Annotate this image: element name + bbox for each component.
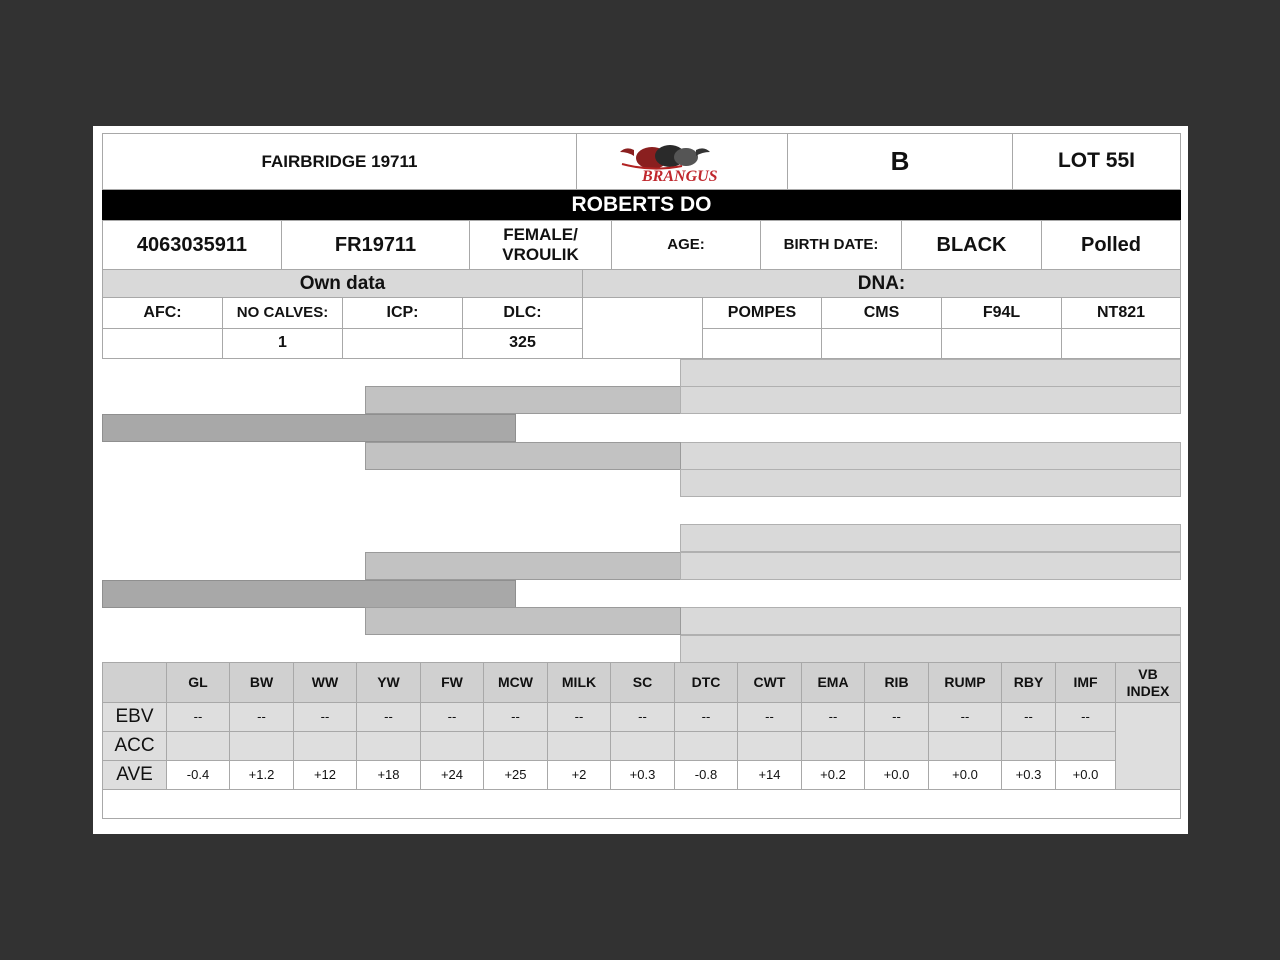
ebv-value-acc-dtc <box>674 731 738 761</box>
ebv-header-imf: IMF <box>1055 662 1116 703</box>
ebv-value-ebv-dtc: -- <box>674 702 738 732</box>
ebv-value-ave-ww: +12 <box>293 760 357 790</box>
ebv-value-ave-ema: +0.2 <box>801 760 865 790</box>
ebv-header-rump: RUMP <box>928 662 1002 703</box>
vb-index-value <box>1115 702 1181 790</box>
ebv-value-ebv-mcw: -- <box>483 702 548 732</box>
comments-row <box>102 789 1181 819</box>
age-label: AGE: <box>667 236 705 254</box>
ebv-value-acc-bw <box>229 731 294 761</box>
breeder-name: ROBERTS DO <box>102 190 1181 220</box>
own-data-header-icp: ICP: <box>342 297 463 329</box>
colour-cell <box>901 220 1042 270</box>
id-number-cell <box>102 220 282 270</box>
own-data-value-dlc: 325 <box>462 328 583 359</box>
pedigree-dam-sire-dam <box>680 552 1181 580</box>
ebv-value-ebv-bw: -- <box>229 702 294 732</box>
own-data-header-calves: NO CALVES: <box>222 297 343 329</box>
birth-date-label: BIRTH DATE: <box>783 236 879 254</box>
ebv-header-rib: RIB <box>864 662 929 703</box>
ebv-value-ave-milk: +2 <box>547 760 611 790</box>
ebv-header-fw: FW <box>420 662 484 703</box>
pedigree-sire-sire-dam <box>680 386 1181 414</box>
ebv-header-gl: GL <box>166 662 230 703</box>
ebv-value-ave-rib: +0.0 <box>864 760 929 790</box>
ebv-value-ave-imf: +0.0 <box>1055 760 1116 790</box>
pedigree-sire-sire <box>365 386 681 414</box>
ebv-value-ebv-milk: -- <box>547 702 611 732</box>
ebv-value-ave-gl: -0.4 <box>166 760 230 790</box>
ebv-value-ave-yw: +18 <box>356 760 421 790</box>
tag-number: FR19711 <box>334 233 417 256</box>
pedigree-sire <box>102 414 516 442</box>
ebv-value-ebv-fw: -- <box>420 702 484 732</box>
lot-cell <box>1012 133 1181 190</box>
dna-value-f94l <box>941 328 1062 359</box>
horn-status: Polled <box>1080 233 1141 256</box>
ebv-value-ave-mcw: +25 <box>483 760 548 790</box>
sex-cell <box>469 220 612 270</box>
svg-text:BRANGUS: BRANGUS <box>642 167 718 185</box>
pedigree-sire-dam-dam <box>680 469 1181 497</box>
ebv-value-ebv-imf: -- <box>1055 702 1116 732</box>
ebv-header-dtc: DTC <box>674 662 738 703</box>
ebv-value-acc-fw <box>420 731 484 761</box>
brangus-logo <box>576 133 788 190</box>
ebv-value-acc-yw <box>356 731 421 761</box>
ebv-value-acc-rby <box>1001 731 1056 761</box>
pedigree-dam <box>102 580 516 608</box>
ebv-value-acc-milk <box>547 731 611 761</box>
dna-header-cms: CMS <box>821 297 942 329</box>
ebv-value-acc-mcw <box>483 731 548 761</box>
own-data-value-calves: 1 <box>222 328 343 359</box>
ebv-table <box>102 662 1181 817</box>
ebv-header-yw: YW <box>356 662 421 703</box>
lot-number: LOT 55I <box>1057 149 1136 173</box>
id-number: 4063035911 <box>136 233 248 256</box>
dna-blank-cell <box>582 297 703 359</box>
ebv-value-ave-cwt: +14 <box>737 760 802 790</box>
ebv-value-ebv-sc: -- <box>610 702 675 732</box>
ebv-value-acc-ema <box>801 731 865 761</box>
ebv-header-ema: EMA <box>801 662 865 703</box>
ebv-value-ebv-ema: -- <box>801 702 865 732</box>
ebv-value-acc-cwt <box>737 731 802 761</box>
own-data-value-icp <box>342 328 463 359</box>
pedigree-sire-sire-sire <box>680 359 1181 387</box>
ebv-header-mcw: MCW <box>483 662 548 703</box>
ebv-value-ave-bw: +1.2 <box>229 760 294 790</box>
dna-header-pompes: POMPES <box>702 297 822 329</box>
own-data-value-afc <box>102 328 223 359</box>
dna-title-cell <box>582 269 1181 298</box>
pedigree-sire-dam-sire <box>680 442 1181 470</box>
animal-name-cell <box>102 133 577 190</box>
ebv-value-ebv-ww: -- <box>293 702 357 732</box>
pedigree-dam-dam <box>365 607 681 635</box>
horn-status-cell <box>1041 220 1181 270</box>
ebv-value-ebv-rump: -- <box>928 702 1002 732</box>
ebv-header-rby: RBY <box>1001 662 1056 703</box>
ebv-row-label-acc: ACC <box>102 731 167 761</box>
ebv-corner-cell <box>102 662 167 703</box>
ebv-value-acc-imf <box>1055 731 1116 761</box>
ebv-row-label-ave: AVE <box>102 760 167 790</box>
grade-value: B <box>890 145 910 176</box>
own-data-header-dlc: DLC: <box>462 297 583 329</box>
grade-cell <box>787 133 1013 190</box>
birth-date-cell <box>760 220 902 270</box>
ebv-value-acc-rump <box>928 731 1002 761</box>
pedigree-sire-dam <box>365 442 681 470</box>
dna-header-nt821: NT821 <box>1061 297 1181 329</box>
own-data-title-cell <box>102 269 583 298</box>
own-data-title: Own data <box>299 272 386 294</box>
pedigree-dam-dam-sire <box>680 607 1181 635</box>
ebv-value-ebv-gl: -- <box>166 702 230 732</box>
ebv-value-ave-fw: +24 <box>420 760 484 790</box>
ebv-header-sc: SC <box>610 662 675 703</box>
animal-name: FAIRBRIDGE 19711 <box>261 151 418 171</box>
vb-index-header: VB INDEX <box>1115 662 1181 703</box>
lot-card <box>93 126 1188 834</box>
pedigree-dam-sire <box>365 552 681 580</box>
ebv-value-ebv-rib: -- <box>864 702 929 732</box>
ebv-value-ebv-cwt: -- <box>737 702 802 732</box>
dna-header-f94l: F94L <box>941 297 1062 329</box>
pedigree-dam-dam-dam <box>680 635 1181 663</box>
ebv-value-ebv-yw: -- <box>356 702 421 732</box>
cattle-logo-icon <box>612 138 752 186</box>
ebv-header-cwt: CWT <box>737 662 802 703</box>
ebv-value-ave-dtc: -0.8 <box>674 760 738 790</box>
ebv-header-milk: MILK <box>547 662 611 703</box>
ebv-header-bw: BW <box>229 662 294 703</box>
ebv-value-ave-rby: +0.3 <box>1001 760 1056 790</box>
tag-cell <box>281 220 470 270</box>
ebv-value-ave-sc: +0.3 <box>610 760 675 790</box>
ebv-value-ebv-rby: -- <box>1001 702 1056 732</box>
colour-value: BLACK <box>936 233 1007 256</box>
ebv-value-acc-rib <box>864 731 929 761</box>
ebv-value-ave-rump: +0.0 <box>928 760 1002 790</box>
pedigree-dam-sire-sire <box>680 524 1181 552</box>
ebv-value-acc-sc <box>610 731 675 761</box>
sex-value: FEMALE/ VROULIK <box>502 225 579 264</box>
ebv-header-ww: WW <box>293 662 357 703</box>
ebv-value-acc-ww <box>293 731 357 761</box>
age-cell <box>611 220 761 270</box>
dna-value-nt821 <box>1061 328 1181 359</box>
dna-title: DNA: <box>857 272 906 294</box>
ebv-value-acc-gl <box>166 731 230 761</box>
own-data-header-afc: AFC: <box>102 297 223 329</box>
dna-value-pompes <box>702 328 822 359</box>
ebv-row-label-ebv: EBV <box>102 702 167 732</box>
dna-value-cms <box>821 328 942 359</box>
